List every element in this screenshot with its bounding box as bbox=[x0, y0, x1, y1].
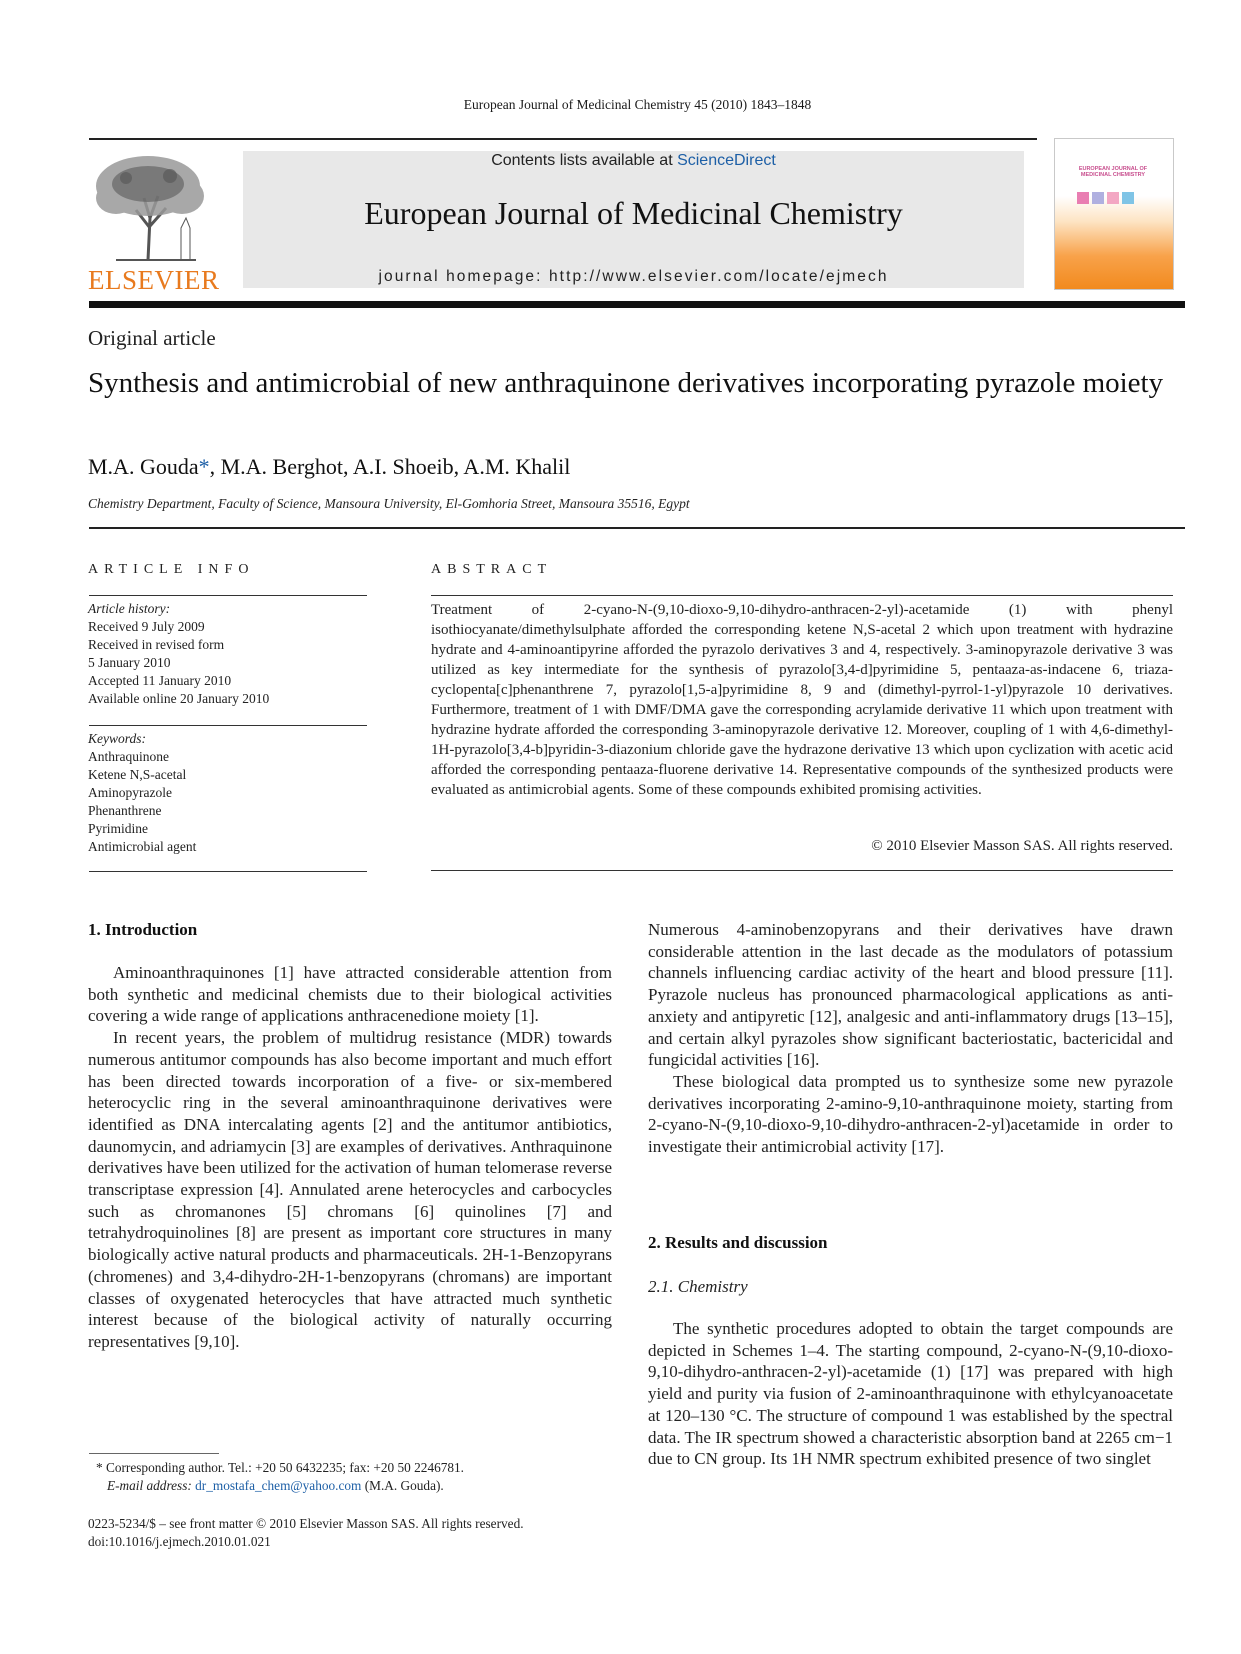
keyword: Ketene N,S-acetal bbox=[88, 767, 187, 782]
email-suffix: (M.A. Gouda). bbox=[361, 1478, 444, 1493]
masthead-divider bbox=[89, 301, 1185, 308]
cover-title: EUROPEAN JOURNAL OF MEDICINAL CHEMISTRY bbox=[1078, 166, 1148, 178]
paragraph: In recent years, the problem of multidrug resistance (MDR) towards numerous antitumor compounds has also become important and much effort has been directed towards incorporation of a five- or six-membered heterocyclic ring in the several aminoanthraquinone derivatives were identified as DNA intercalating agents [2] and the antitumor antibiotics, daunomycin, and adriamycin [3] are examples of derivatives. Anthraquinone derivatives have been utilized for the activation of human telomerase reverse transcriptase expression [4]. Annulated arene heterocycles and carbocycles such as chromanones [5] chromans [6] quinolines [7] and tetrahydroquinolines [8] are present as important core structures in many biologically active natural products and pharmaceuticals. 2H-1-Benzopyrans (chromenes) and 3,4-dihydro-2H-1-benzopyrans (chromans) are important classes of oxygenated heterocycles that have attracted much synthetic interest because of the biological activity of naturally occurring representatives [9,10]. bbox=[88, 1028, 612, 1351]
front-matter bbox=[88, 1515, 524, 1551]
section-heading-introduction: 1. Introduction bbox=[88, 920, 198, 939]
keyword: Phenanthrene bbox=[88, 803, 162, 818]
cover-artwork bbox=[1077, 192, 1134, 204]
email-link[interactable]: dr_mostafa_chem@yahoo.com bbox=[195, 1478, 362, 1493]
running-head: European Journal of Medicinal Chemistry 45 (2010) 1843–1848 bbox=[463, 97, 812, 112]
info-rule bbox=[89, 871, 367, 872]
paragraph: The synthetic procedures adopted to obtain the target compounds are depicted in Schemes 1–4. The starting compound, 2-cyano-N-(9,10-dioxo-9,10-dihydro-anthracen-2-yl)-acetamide (1) [17] was prepared with high yield and purity via fusion of 2-aminoanthraquinone with ethylcyanoacetate at 120–130 °C. The structure of compound 1 was established by the spectral data. The IR spectrum showed a characteristic absorption band at 2265 cm−1 due to CN group. Its 1H NMR spectrum exhibited presence of two singlet bbox=[648, 1319, 1173, 1469]
chemistry-text bbox=[648, 1318, 1173, 1470]
history-item: Available online 20 January 2010 bbox=[88, 691, 270, 706]
doi-link[interactable]: doi:10.1016/j.ejmech.2010.01.021 bbox=[88, 1534, 271, 1549]
abstract-copyright: © 2010 Elsevier Masson SAS. All rights reserved. bbox=[871, 838, 1173, 854]
article-type: Original article bbox=[88, 326, 216, 350]
paragraph: Aminoanthraquinones [1] have attracted considerable attention from both synthetic and medicinal chemists due to their biological activities covering a wide range of applications anthracenedione moiety [1]. bbox=[88, 963, 612, 1026]
abstract-text: Treatment of 2-cyano-N-(9,10-dioxo-9,10-dihydro-anthracen-2-yl)-acetamide (1) with phenyl isothiocyanate/dimethylsulphate afforded the corresponding ketene N,S-acetal 2 which upon treatment with hydrazine hydrate and 4-aminoantipyrine afforded the pyrazolo derivatives 3 and 4, respectively. 3-aminopyrazole derivative 3 was utilized as key intermediate for the synthesis of pyrazolo[3,4-d]pyrimidine 5, pentaaza-as-indacene 6, triaza-cyclopenta[c]phenanthrene 7, pyrazolo[1,5-a]pyrimidine 8, 9 and (dimethyl-pyrrol-1-yl)pyrazole 10 derivatives. Furthermore, treatment of 1 with DMF/DMA gave the corresponding acrylamide derivative 11 which upon treatment with hydrazine hydrate afforded the corresponding 3-aminopyrazole derivative 12. Moreover, coupling of 1 with 4,6-dimethyl-1H-pyrazolo[3,4-b]pyridin-3-diazonium chloride gave the hydrazone derivative 13 which upon cyclization with acetic acid afforded the corresponding pentaaza-fluorene derivative 14. Representative compounds of the synthesized products were evaluated as antimicrobial agents. Some of these compounds exhibited promising activities. bbox=[431, 602, 1173, 798]
keywords-label: Keywords: bbox=[88, 731, 146, 746]
history-item: 5 January 2010 bbox=[88, 655, 171, 670]
info-rule bbox=[89, 725, 367, 726]
article-history bbox=[88, 600, 269, 708]
keyword: Aminopyrazole bbox=[88, 785, 172, 800]
publisher-logo[interactable] bbox=[86, 148, 218, 294]
article-title: Synthesis and antimicrobial of new anthraquinone derivatives incorporating pyrazole moiety bbox=[88, 367, 1164, 399]
keyword: Antimicrobial agent bbox=[88, 839, 197, 854]
author-list bbox=[88, 454, 570, 480]
journal-homepage-link[interactable]: journal homepage: http://www.elsevier.com/locate/ejmech bbox=[378, 268, 889, 285]
right-column bbox=[648, 919, 1173, 1158]
history-item: Accepted 11 January 2010 bbox=[88, 673, 232, 688]
corresponding-author-mark[interactable]: * bbox=[198, 454, 210, 479]
sciencedirect-link[interactable]: ScienceDirect bbox=[677, 152, 776, 169]
abstract-rule bbox=[431, 595, 1173, 596]
issn-line: 0223-5234/$ – see front matter © 2010 Elsevier Masson SAS. All rights reserved. bbox=[88, 1516, 524, 1531]
email-label: E-mail address: bbox=[107, 1478, 196, 1493]
article-info-heading: ARTICLE INFO bbox=[88, 562, 255, 577]
paragraph: Numerous 4-aminobenzopyrans and their derivatives have drawn considerable attention in the last decade as the modulators of potassium channels influencing cardiac activity of the heart and blood pressure [11]. Pyrazole nucleus has pronounced pharmacological applications as anti-anxiety and antipyretic [12], analgesic and anti-inflammatory drugs [13–15], and certain alkyl pyrazoles show significant bacteriostatic, bactericidal and fungicidal activities [16]. bbox=[648, 920, 1173, 1070]
footnote-rule bbox=[89, 1453, 219, 1454]
front-divider bbox=[89, 527, 1185, 529]
keyword: Anthraquinone bbox=[88, 749, 169, 764]
history-item: Received in revised form bbox=[88, 637, 225, 652]
first-author[interactable]: M.A. Gouda bbox=[88, 454, 199, 479]
keyword: Pyrimidine bbox=[88, 821, 148, 836]
elsevier-tree-icon bbox=[86, 148, 218, 266]
journal-masthead bbox=[243, 151, 1024, 288]
history-label: Article history: bbox=[88, 601, 171, 616]
contents-prefix: Contents lists available at bbox=[491, 152, 678, 169]
publisher-name: ELSEVIER bbox=[88, 265, 220, 295]
footnote bbox=[96, 1459, 464, 1495]
paragraph: These biological data prompted us to synthesize some new pyrazole derivatives incorporating 2-amino-9,10-anthraquinone moiety, starting from 2-cyano-N-(9,10-dioxo-9,10-dihydro-anthracen-2-yl)acetamide in order to investigate their antimicrobial activity [17]. bbox=[648, 1071, 1173, 1157]
keywords bbox=[88, 730, 196, 856]
abstract-heading: ABSTRACT bbox=[431, 562, 553, 577]
footnote-email-line bbox=[96, 1477, 464, 1495]
section-heading-results: 2. Results and discussion bbox=[648, 1233, 828, 1252]
abstract-rule bbox=[431, 870, 1173, 871]
header-rule bbox=[89, 138, 1037, 140]
affiliation: Chemistry Department, Faculty of Science, Mansoura University, El-Gomhoria Street, Mansoura 35516, Egypt bbox=[88, 496, 690, 511]
history-item: Received 9 July 2009 bbox=[88, 619, 205, 634]
left-column bbox=[88, 962, 612, 1353]
footnote-contact: * Corresponding author. Tel.: +20 50 6432235; fax: +20 50 2246781. bbox=[96, 1460, 465, 1475]
journal-title: European Journal of Medicinal Chemistry bbox=[364, 195, 903, 231]
journal-cover-thumbnail[interactable] bbox=[1054, 138, 1174, 290]
contents-line bbox=[243, 152, 1024, 170]
subsection-heading-chemistry: 2.1. Chemistry bbox=[648, 1277, 748, 1296]
other-authors: , M.A. Berghot, A.I. Shoeib, A.M. Khalil bbox=[209, 454, 571, 479]
info-rule bbox=[89, 595, 367, 596]
